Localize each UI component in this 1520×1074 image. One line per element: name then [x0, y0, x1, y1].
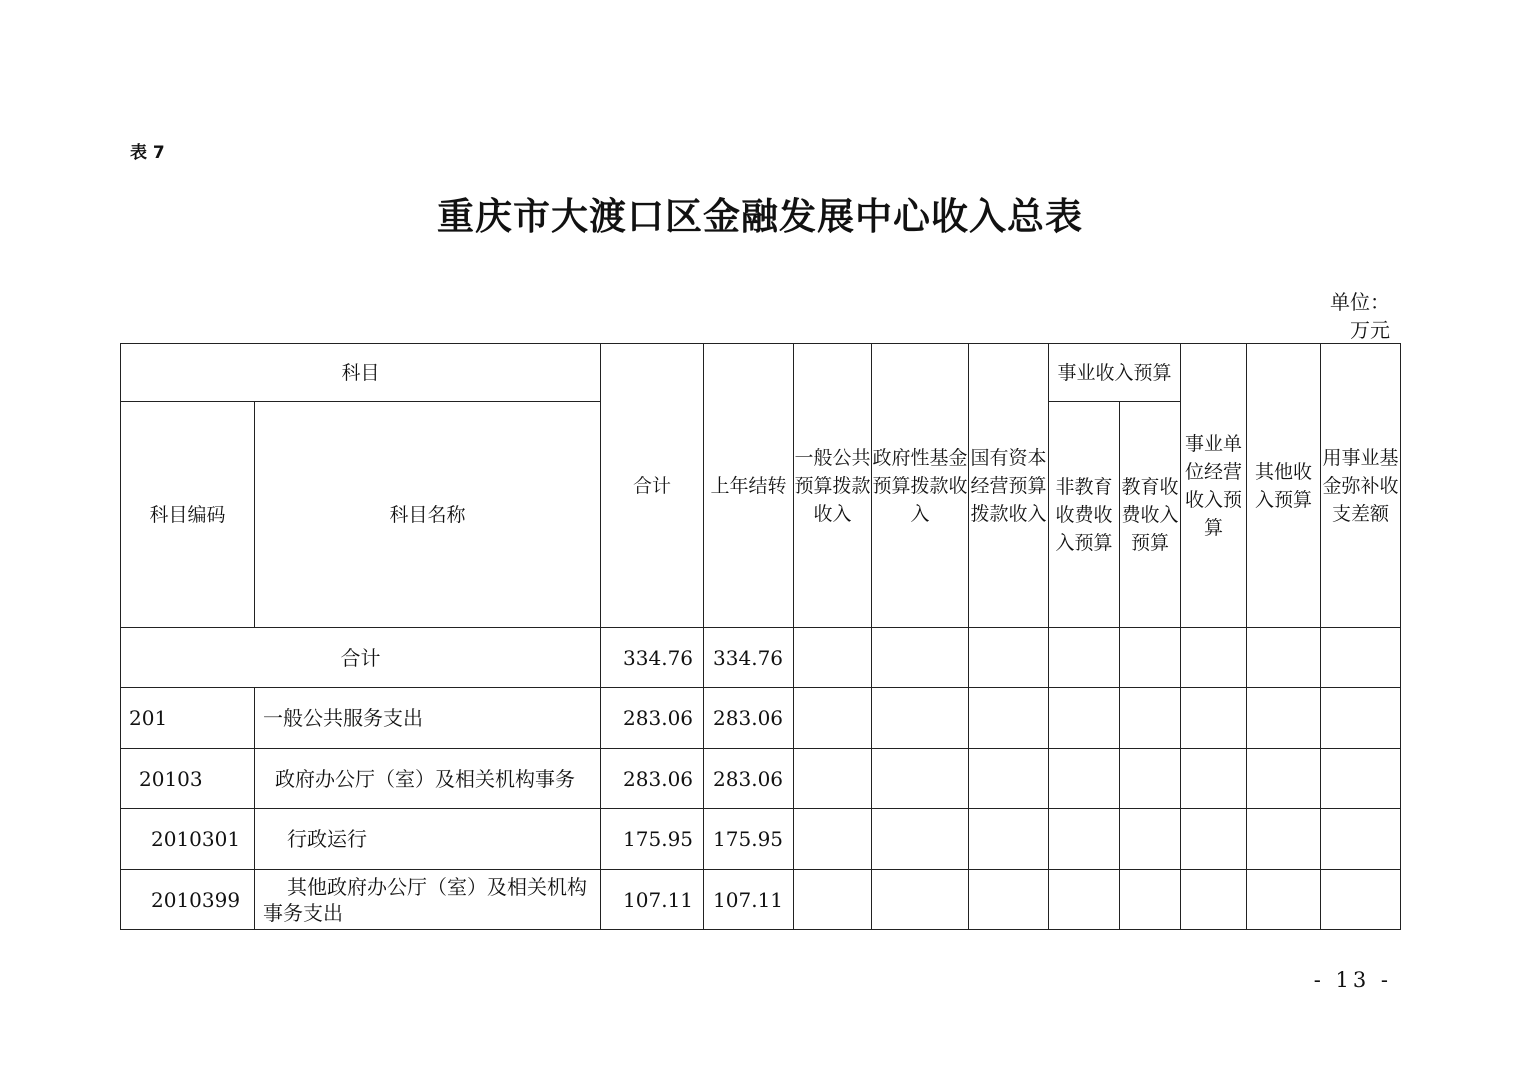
income-summary-table	[120, 343, 1401, 930]
empty-cell	[1120, 688, 1181, 749]
empty-cell	[1049, 688, 1120, 749]
header-business-income: 事业收入预算	[1049, 344, 1181, 402]
subject-name: 行政运行	[255, 809, 601, 870]
header-non-edu-fee: 非教育收费收入预算	[1049, 402, 1120, 628]
empty-cell	[1181, 628, 1247, 688]
header-carryover: 上年结转	[704, 344, 794, 628]
header-subject-name: 科目名称	[255, 402, 601, 628]
empty-cell	[1120, 749, 1181, 809]
header-general-public-budget: 一般公共预算拨款收入	[794, 344, 872, 628]
empty-cell	[1321, 870, 1401, 930]
empty-cell	[969, 688, 1049, 749]
empty-cell	[794, 688, 872, 749]
total-amount: 334.76	[601, 628, 704, 688]
row-carryover: 175.95	[704, 809, 794, 870]
empty-cell	[794, 628, 872, 688]
empty-cell	[1049, 749, 1120, 809]
row-carryover: 283.06	[704, 688, 794, 749]
header-state-capital-budget: 国有资本经营预算拨款收入	[969, 344, 1049, 628]
empty-cell	[1049, 628, 1120, 688]
empty-cell	[1181, 749, 1247, 809]
empty-cell	[1247, 749, 1321, 809]
row-total: 283.06	[601, 688, 704, 749]
subject-name: 一般公共服务支出	[255, 688, 601, 749]
empty-cell	[1247, 628, 1321, 688]
table-row	[121, 870, 1401, 930]
row-carryover: 283.06	[704, 749, 794, 809]
empty-cell	[1120, 809, 1181, 870]
empty-cell	[1321, 688, 1401, 749]
table-number: 表 7	[130, 143, 165, 163]
empty-cell	[1049, 809, 1120, 870]
subject-name: 其他政府办公厅（室）及相关机构事务支出	[255, 870, 601, 930]
header-unit-operation-income: 事业单位经营收入预算	[1181, 344, 1247, 628]
table-row	[121, 688, 1401, 749]
empty-cell	[794, 870, 872, 930]
unit-value: 万元	[1350, 318, 1390, 342]
empty-cell	[1181, 688, 1247, 749]
empty-cell	[1321, 628, 1401, 688]
total-label: 合计	[121, 628, 601, 688]
header-total: 合计	[601, 344, 704, 628]
empty-cell	[1247, 809, 1321, 870]
empty-cell	[969, 870, 1049, 930]
empty-cell	[794, 809, 872, 870]
unit-label: 单位：	[1330, 290, 1390, 314]
empty-cell	[794, 749, 872, 809]
row-total: 283.06	[601, 749, 704, 809]
table-row-total	[121, 628, 1401, 688]
empty-cell	[872, 749, 969, 809]
empty-cell	[872, 870, 969, 930]
row-total: 175.95	[601, 809, 704, 870]
table-row	[121, 749, 1401, 809]
header-other-income: 其他收入预算	[1247, 344, 1321, 628]
empty-cell	[1120, 628, 1181, 688]
subject-name: 政府办公厅（室）及相关机构事务	[255, 749, 601, 809]
total-carryover: 334.76	[704, 628, 794, 688]
unit-note	[1300, 288, 1390, 344]
page-title: 重庆市大渡口区金融发展中心收入总表	[437, 195, 1083, 238]
empty-cell	[969, 749, 1049, 809]
row-carryover: 107.11	[704, 870, 794, 930]
page-number: - 13 -	[1313, 968, 1392, 992]
row-total: 107.11	[601, 870, 704, 930]
empty-cell	[969, 809, 1049, 870]
empty-cell	[1181, 870, 1247, 930]
empty-cell	[1181, 809, 1247, 870]
header-fund-balance: 用事业基金弥补收支差额	[1321, 344, 1401, 628]
empty-cell	[1247, 870, 1321, 930]
header-subject-code: 科目编码	[121, 402, 255, 628]
header-edu-fee: 教育收费收入预算	[1120, 402, 1181, 628]
table-row	[121, 809, 1401, 870]
empty-cell	[1120, 870, 1181, 930]
empty-cell	[872, 809, 969, 870]
subject-code: 2010399	[121, 870, 255, 930]
header-row-1	[121, 344, 1401, 402]
subject-code: 20103	[121, 749, 255, 809]
empty-cell	[1247, 688, 1321, 749]
header-gov-fund-budget: 政府性基金预算拨款收入	[872, 344, 969, 628]
empty-cell	[872, 688, 969, 749]
empty-cell	[1321, 749, 1401, 809]
empty-cell	[1049, 870, 1120, 930]
empty-cell	[872, 628, 969, 688]
subject-code: 201	[121, 688, 255, 749]
empty-cell	[969, 628, 1049, 688]
empty-cell	[1321, 809, 1401, 870]
subject-code: 2010301	[121, 809, 255, 870]
header-subject: 科目	[121, 344, 601, 402]
